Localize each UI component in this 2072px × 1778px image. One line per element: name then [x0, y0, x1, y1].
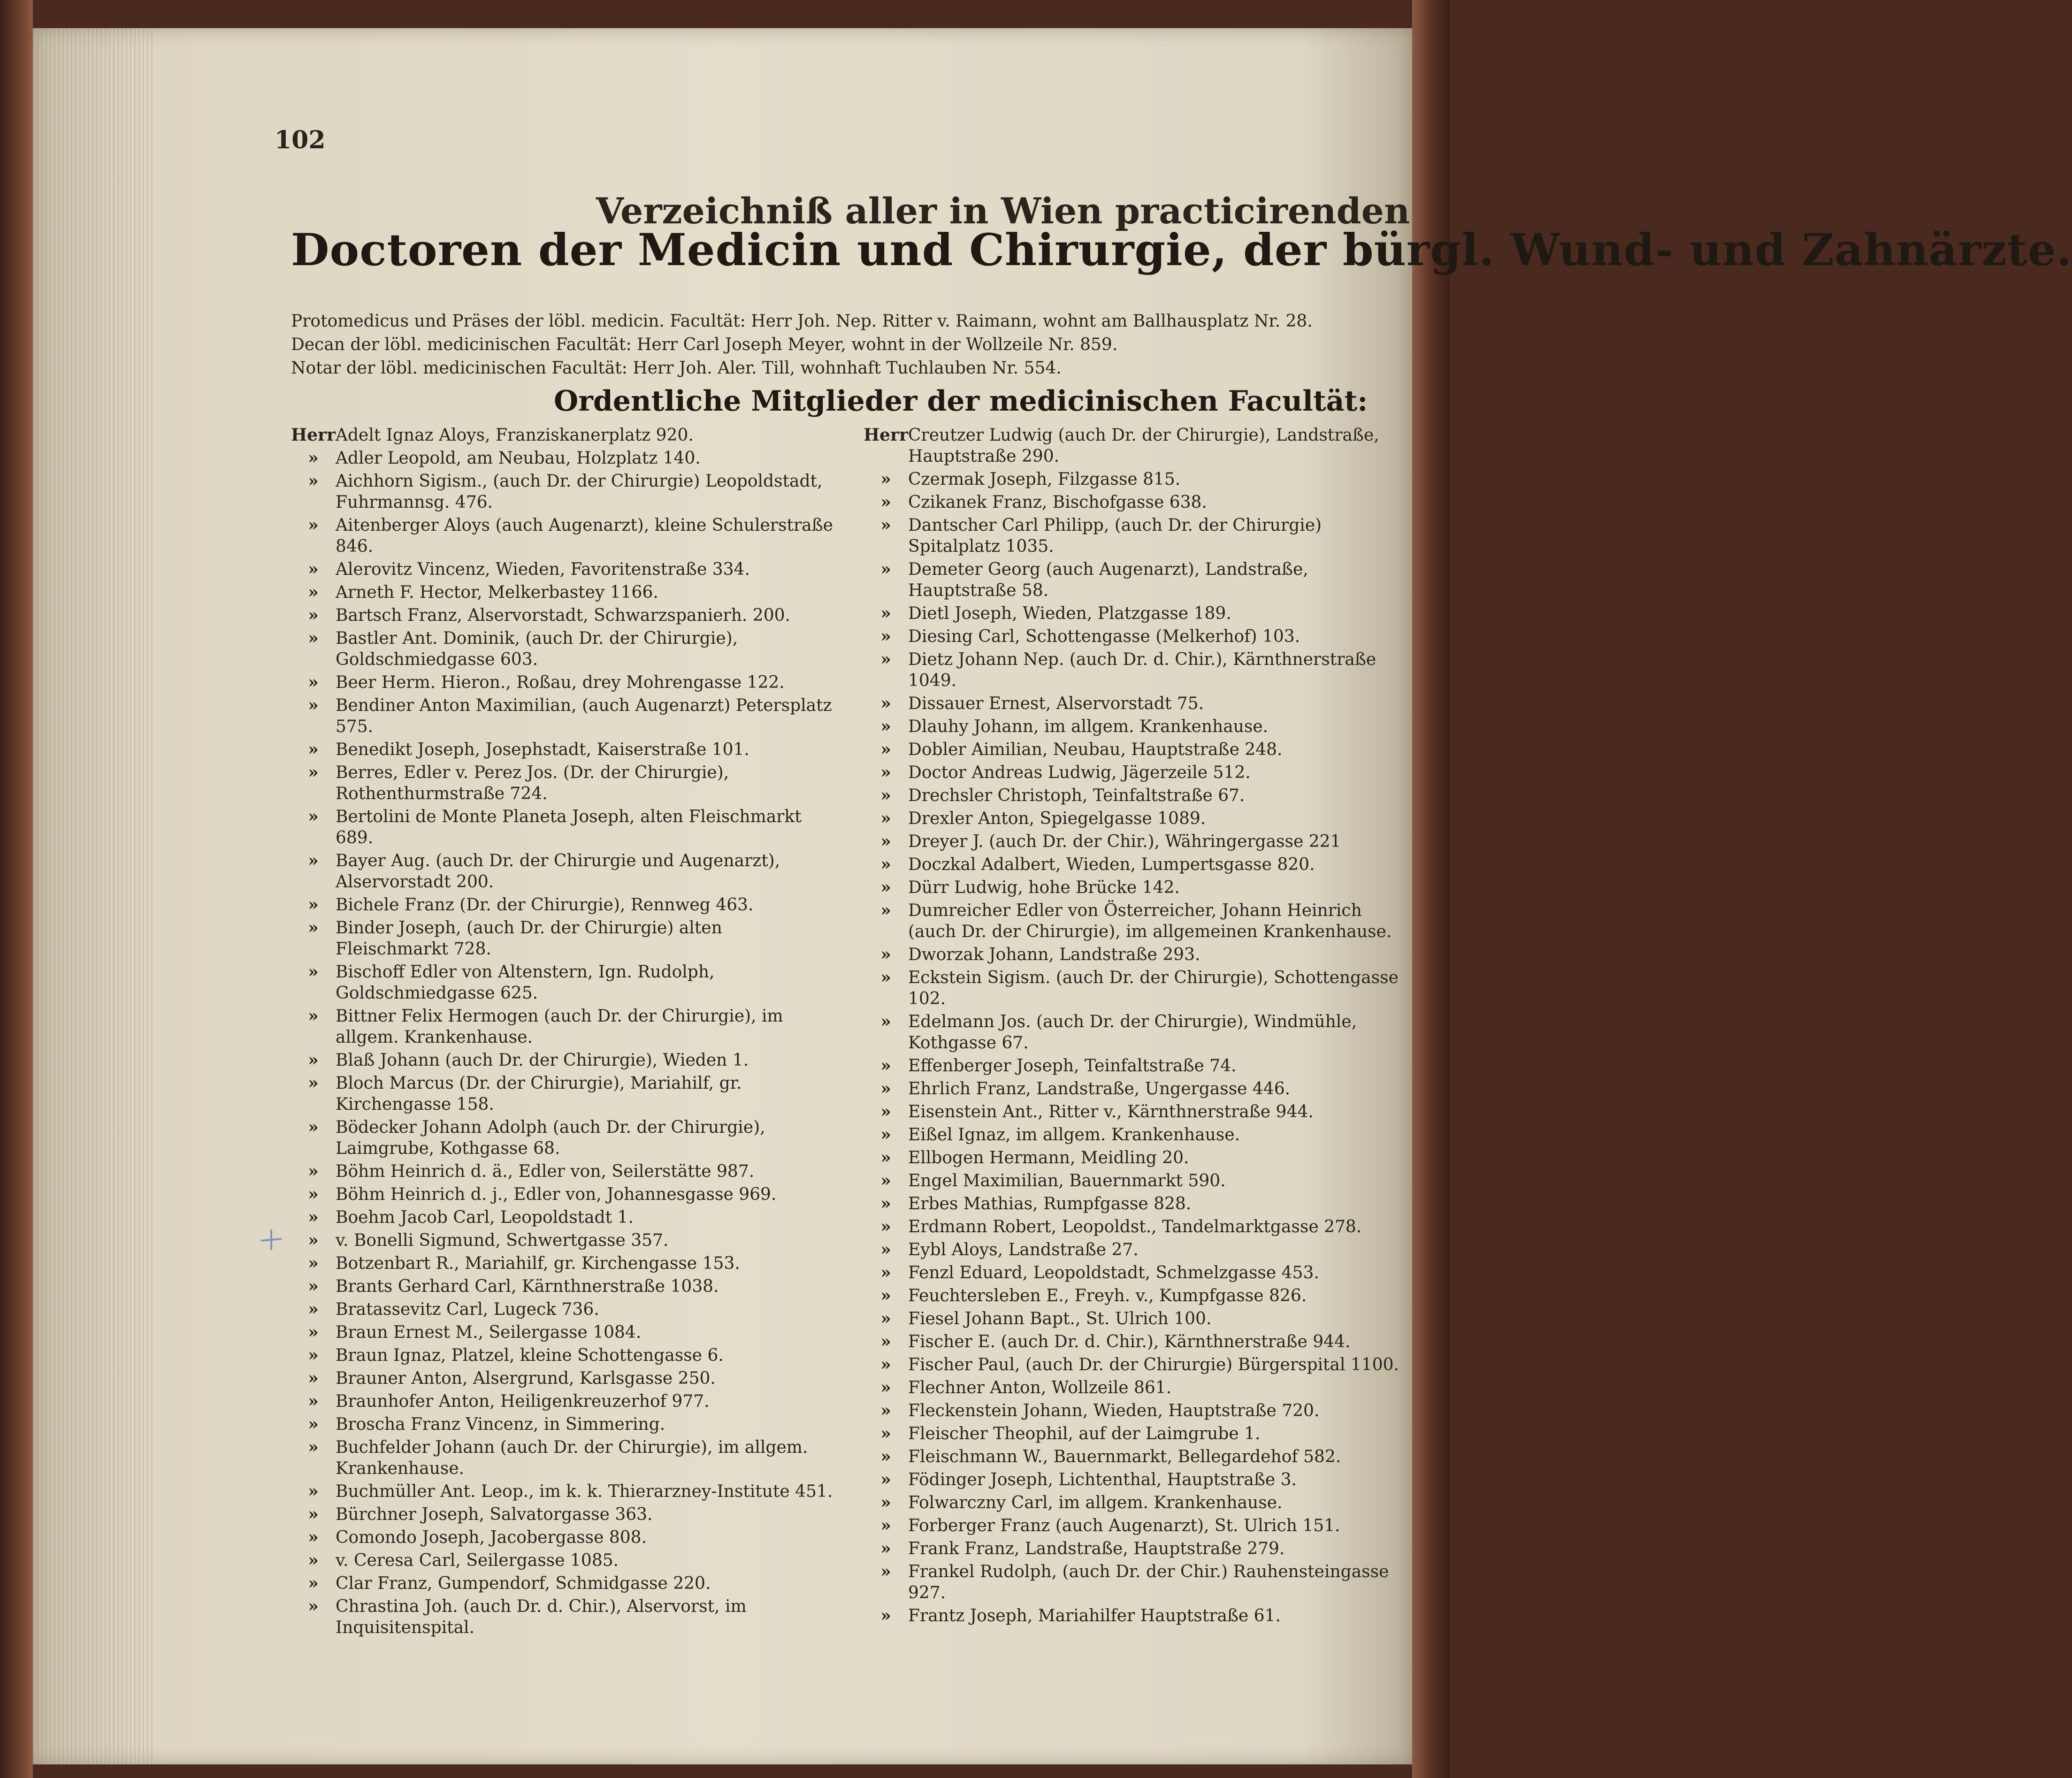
list-item — [864, 1078, 1408, 1099]
list-item — [864, 1124, 1408, 1145]
entry-marker: » — [880, 809, 891, 828]
entry-marker: » — [308, 1596, 319, 1616]
entry-marker: » — [880, 626, 891, 646]
list-item — [291, 1117, 840, 1159]
entry-marker: » — [308, 1368, 319, 1388]
entry-text: Benedikt Joseph, Josephstadt, Kaiserstraße 101. — [336, 740, 749, 759]
list-item — [291, 806, 840, 848]
entry-text: Adler Leopold, am Neubau, Holzplatz 140. — [336, 449, 701, 468]
entry-marker: » — [308, 1276, 319, 1296]
entry-marker: » — [880, 469, 891, 489]
entry-text: Blaß Johann (auch Dr. der Chirurgie), Wieden 1. — [336, 1051, 749, 1070]
entry-marker: » — [880, 559, 891, 579]
entry-text: Arneth F. Hector, Melkerbastey 1166. — [336, 583, 658, 602]
entry-marker: » — [880, 1217, 891, 1236]
entry-text: Demeter Georg (auch Augenarzt), Landstraße, Hauptstraße 58. — [908, 560, 1308, 600]
list-item — [864, 762, 1408, 783]
entry-text: Dumreicher Edler von Österreicher, Johann Heinrich (auch Dr. der Chirurgie), im allgemeinen Krankenhause. — [908, 901, 1392, 941]
list-item — [291, 961, 840, 1004]
list-item — [291, 605, 840, 626]
entry-marker: » — [308, 918, 319, 938]
faculty-officers — [291, 310, 1399, 380]
entry-marker: » — [880, 1493, 891, 1512]
entry-marker: » — [308, 962, 319, 982]
entry-marker: » — [880, 1606, 891, 1625]
list-item — [864, 1377, 1408, 1398]
entry-marker: » — [308, 807, 319, 826]
entry-marker: » — [880, 1012, 891, 1031]
list-item — [864, 808, 1408, 829]
entry-text: Drexler Anton, Spiegelgasse 1089. — [908, 809, 1206, 828]
entry-marker: » — [308, 1184, 319, 1204]
list-item — [864, 1492, 1408, 1513]
entry-marker: » — [308, 1253, 319, 1273]
entry-text: Eckstein Sigism. (auch Dr. der Chirurgie), Schottengasse 102. — [908, 968, 1399, 1008]
page-number: 102 — [275, 126, 326, 154]
list-item — [291, 695, 840, 737]
entry-marker: » — [308, 1527, 319, 1547]
list-item — [291, 1391, 840, 1412]
entry-text: Brauner Anton, Alsergrund, Karlsgasse 250. — [336, 1369, 716, 1388]
list-item — [864, 785, 1408, 806]
list-item — [291, 1437, 840, 1479]
entry-marker: » — [880, 1309, 891, 1328]
entry-marker: » — [308, 1481, 319, 1501]
list-item — [864, 1423, 1408, 1444]
entry-text: Binder Joseph, (auch Dr. der Chirurgie) alten Fleischmarkt 728. — [336, 918, 722, 959]
entry-marker: » — [880, 1539, 891, 1558]
book-spine-left — [0, 0, 33, 1778]
entry-marker: » — [308, 695, 319, 715]
list-item — [864, 900, 1408, 942]
entry-marker: » — [308, 851, 319, 870]
entry-text: Bayer Aug. (auch Dr. der Chirurgie und Augenarzt), Alservorstadt 200. — [336, 851, 780, 892]
entry-text: Fiesel Johann Bapt., St. Ulrich 100. — [908, 1309, 1212, 1328]
list-item — [864, 425, 1408, 467]
entry-marker: » — [308, 1299, 319, 1319]
entry-marker: » — [308, 1550, 319, 1570]
entry-marker: » — [880, 1263, 891, 1282]
list-item — [291, 1006, 840, 1048]
entry-marker: » — [880, 763, 891, 782]
entry-marker: » — [308, 895, 319, 915]
entry-text: Creutzer Ludwig (auch Dr. der Chirurgie), Landstraße, Hauptstraße 290. — [908, 426, 1379, 466]
entry-text: v. Ceresa Carl, Seilergasse 1085. — [336, 1551, 619, 1570]
entry-text: Bichele Franz (Dr. der Chirurgie), Rennweg 463. — [336, 895, 754, 915]
list-item — [864, 831, 1408, 852]
list-item — [291, 917, 840, 960]
entry-marker: » — [880, 492, 891, 512]
list-item — [864, 1331, 1408, 1352]
entry-text: Folwarczny Carl, im allgem. Krankenhause. — [908, 1493, 1283, 1512]
entry-marker: » — [308, 740, 319, 759]
entry-marker: » — [308, 1391, 319, 1411]
list-item — [864, 1147, 1408, 1168]
list-item — [864, 1400, 1408, 1421]
list-item — [291, 582, 840, 603]
entry-marker: » — [880, 603, 891, 623]
list-item — [864, 1011, 1408, 1053]
entry-marker: » — [308, 1414, 319, 1434]
section-heading: Ordentliche Mitglieder der medicinischen Facultät: — [554, 385, 1368, 418]
list-item — [291, 1345, 840, 1366]
entry-text: Effenberger Joseph, Teinfaltstraße 74. — [908, 1056, 1237, 1076]
entry-text: Czikanek Franz, Bischofgasse 638. — [908, 493, 1207, 512]
entry-marker: » — [308, 1073, 319, 1093]
list-item — [291, 1322, 840, 1343]
entry-marker: » — [880, 740, 891, 759]
entry-text: Eybl Aloys, Landstraße 27. — [908, 1240, 1139, 1259]
entry-text: Fleckenstein Johann, Wieden, Hauptstraße 720. — [908, 1401, 1320, 1420]
list-item — [291, 425, 840, 446]
entry-text: Chrastina Joh. (auch Dr. d. Chir.), Alservorst, im Inquisitenspital. — [336, 1597, 747, 1637]
list-item — [291, 1504, 840, 1525]
entry-marker: » — [308, 559, 319, 579]
entry-text: Bischoff Edler von Altenstern, Ign. Rudolph, Goldschmiedgasse 625. — [336, 962, 715, 1003]
entry-text: Alerovitz Vincenz, Wieden, Favoritenstraße 334. — [336, 560, 750, 579]
entry-marker: » — [308, 1345, 319, 1365]
entry-text: Buchmüller Ant. Leop., im k. k. Thierarzney-Institute 451. — [336, 1482, 833, 1501]
officer-decan: Decan der löbl. medicinischen Facultät: Herr Carl Joseph Meyer, wohnt in der Wollzeile Nr. 859. — [291, 335, 1118, 354]
entry-text: Doczkal Adalbert, Wieden, Lumpertsgasse 820. — [908, 855, 1315, 874]
list-item — [291, 672, 840, 693]
list-item — [864, 626, 1408, 647]
entry-marker: » — [308, 1437, 319, 1457]
entry-marker: » — [880, 1240, 891, 1259]
entry-text: Engel Maximilian, Bauernmarkt 590. — [908, 1171, 1226, 1190]
entry-marker: » — [880, 649, 891, 669]
entry-text: Böhm Heinrich d. ä., Edler von, Seilerstätte 987. — [336, 1162, 755, 1181]
entry-text: Frankel Rudolph, (auch Dr. der Chir.) Rauhensteingasse 927. — [908, 1562, 1389, 1602]
entry-text: Bloch Marcus (Dr. der Chirurgie), Mariahilf, gr. Kirchengasse 158. — [336, 1074, 742, 1114]
entry-text: Bürchner Joseph, Salvatorgasse 363. — [336, 1505, 653, 1524]
list-item — [864, 854, 1408, 875]
list-item — [291, 894, 840, 916]
list-item — [864, 1561, 1408, 1603]
list-item — [291, 1550, 840, 1571]
list-item — [291, 1527, 840, 1548]
list-item — [864, 1515, 1408, 1536]
list-item — [291, 448, 840, 469]
entry-text: Botzenbart R., Mariahilf, gr. Kirchengasse 153. — [336, 1254, 740, 1273]
entry-marker: » — [880, 1355, 891, 1374]
entry-text: Braunhofer Anton, Heiligenkreuzerhof 977. — [336, 1392, 710, 1411]
entry-text: Berres, Edler v. Perez Jos. (Dr. der Chirurgie), Rothenthurmstraße 724. — [336, 763, 729, 803]
left-column — [291, 425, 840, 1640]
entry-marker: » — [880, 1401, 891, 1420]
list-item — [291, 739, 840, 760]
entry-text: Ehrlich Franz, Landstraße, Ungergasse 446. — [908, 1079, 1291, 1099]
entry-marker: » — [308, 1504, 319, 1524]
list-item — [291, 559, 840, 580]
entry-text: Dobler Aimilian, Neubau, Hauptstraße 248. — [908, 740, 1283, 759]
entry-marker: » — [880, 945, 891, 964]
entry-text: Doctor Andreas Ludwig, Jägerzeile 512. — [908, 763, 1251, 782]
entry-text: Dlauhy Johann, im allgem. Krankenhause. — [908, 717, 1269, 736]
entry-text: Boehm Jacob Carl, Leopoldstadt 1. — [336, 1208, 634, 1227]
entry-text: Bastler Ant. Dominik, (auch Dr. der Chirurgie), Goldschmiedgasse 603. — [336, 629, 738, 669]
entry-marker: » — [308, 1230, 319, 1250]
entry-marker: » — [880, 1148, 891, 1168]
list-item — [864, 1193, 1408, 1214]
entry-text: Bendiner Anton Maximilian, (auch Augenarzt) Petersplatz 575. — [336, 696, 832, 736]
entry-text: Adelt Ignaz Aloys, Franziskanerplatz 920. — [336, 426, 694, 445]
entry-marker: » — [308, 1006, 319, 1026]
entry-text: Forberger Franz (auch Augenarzt), St. Ulrich 151. — [908, 1516, 1340, 1535]
entry-marker: » — [308, 605, 319, 625]
list-item — [864, 716, 1408, 737]
list-item — [291, 1368, 840, 1389]
title-line-1: Verzeichniß aller in Wien practicirenden — [596, 190, 1410, 232]
list-item — [291, 1230, 840, 1251]
list-item — [864, 649, 1408, 691]
entry-text: Braun Ignaz, Platzel, kleine Schottengasse 6. — [336, 1346, 724, 1365]
entry-marker: » — [880, 1447, 891, 1466]
entry-marker: » — [880, 1056, 891, 1076]
entry-marker: » — [880, 717, 891, 736]
entry-marker: » — [880, 694, 891, 713]
entry-marker: » — [880, 1378, 891, 1397]
entry-text: Beer Herm. Hieron., Roßau, drey Mohrengasse 122. — [336, 673, 785, 692]
entry-text: Drechsler Christoph, Teinfaltstraße 67. — [908, 786, 1245, 805]
list-item — [291, 1207, 840, 1228]
list-item — [291, 1073, 840, 1115]
entry-text: Feuchtersleben E., Freyh. v., Kumpfgasse 826. — [908, 1286, 1307, 1305]
entry-marker: » — [880, 900, 891, 920]
entry-text: Broscha Franz Vincenz, in Simmering. — [336, 1415, 665, 1434]
entry-text: Erbes Mathias, Rumpfgasse 828. — [908, 1194, 1192, 1213]
entry-text: Comondo Joseph, Jacobergasse 808. — [336, 1528, 647, 1547]
entry-text: Brants Gerhard Carl, Kärnthnerstraße 1038. — [336, 1277, 719, 1296]
list-item — [864, 1262, 1408, 1283]
entry-text: Dantscher Carl Philipp, (auch Dr. der Chirurgie) Spitalplatz 1035. — [908, 516, 1322, 556]
entry-marker: » — [308, 628, 319, 648]
title-line-2: Doctoren der Medicin und Chirurgie, der bürgl. Wund- und Zahnärzte. — [291, 224, 2072, 276]
list-item — [864, 469, 1408, 490]
list-item — [864, 1055, 1408, 1076]
entry-text: Fenzl Eduard, Leopoldstadt, Schmelzgasse 453. — [908, 1263, 1319, 1282]
entry-marker: Herr — [291, 425, 336, 445]
pencil-cross-mark — [260, 1229, 283, 1251]
list-item — [864, 1216, 1408, 1237]
entry-text: Braun Ernest M., Seilergasse 1084. — [336, 1323, 642, 1342]
entry-text: Fischer E. (auch Dr. d. Chir.), Kärnthnerstraße 944. — [908, 1332, 1351, 1351]
entry-text: Bödecker Johann Adolph (auch Dr. der Chirurgie), Laimgrube, Kothgasse 68. — [336, 1118, 765, 1158]
entry-text: Aitenberger Aloys (auch Augenarzt), kleine Schulerstraße 846. — [336, 516, 833, 556]
entry-text: Bittner Felix Hermogen (auch Dr. der Chirurgie), im allgem. Krankenhause. — [336, 1007, 783, 1047]
list-item — [864, 1354, 1408, 1375]
entry-marker: » — [880, 1125, 891, 1145]
list-item — [864, 693, 1408, 714]
entry-text: Diesing Carl, Schottengasse (Melkerhof) 103. — [908, 627, 1300, 646]
entry-marker: » — [308, 582, 319, 602]
entry-text: Erdmann Robert, Leopoldst., Tandelmarktgasse 278. — [908, 1217, 1362, 1236]
list-item — [864, 739, 1408, 760]
entry-text: Bartsch Franz, Alservorstadt, Schwarzspanierh. 200. — [336, 606, 790, 625]
entry-text: Bratassevitz Carl, Lugeck 736. — [336, 1300, 599, 1319]
entry-marker: » — [308, 672, 319, 692]
list-item — [291, 1253, 840, 1274]
right-column — [864, 425, 1408, 1628]
list-item — [864, 1285, 1408, 1306]
list-item — [291, 1050, 840, 1071]
list-item — [864, 944, 1408, 965]
entry-marker: » — [308, 515, 319, 535]
entry-text: Fleischmann W., Bauernmarkt, Bellegardehof 582. — [908, 1447, 1341, 1466]
entry-text: Dissauer Ernest, Alservorstadt 75. — [908, 694, 1204, 713]
list-item — [864, 1605, 1408, 1626]
entry-text: Frantz Joseph, Mariahilfer Hauptstraße 61. — [908, 1606, 1281, 1625]
entry-marker: » — [880, 878, 891, 897]
list-item — [864, 603, 1408, 624]
list-item — [291, 1573, 840, 1594]
entry-marker: » — [880, 968, 891, 987]
list-item — [291, 1276, 840, 1297]
entry-marker: » — [308, 448, 319, 468]
entry-marker: » — [308, 1161, 319, 1181]
entry-marker: » — [880, 1424, 891, 1443]
entry-marker: » — [880, 1332, 891, 1351]
list-item — [864, 559, 1408, 601]
list-item — [864, 1469, 1408, 1490]
entry-marker: » — [308, 1050, 319, 1070]
entry-marker: » — [880, 1286, 891, 1305]
list-item — [291, 1184, 840, 1205]
entry-marker: » — [308, 763, 319, 782]
list-item — [291, 1299, 840, 1320]
entry-text: Clar Franz, Gumpendorf, Schmidgasse 220. — [336, 1574, 711, 1593]
entry-text: Flechner Anton, Wollzeile 861. — [908, 1378, 1172, 1397]
list-item — [291, 471, 840, 513]
entry-text: Buchfelder Johann (auch Dr. der Chirurgie), im allgem. Krankenhause. — [336, 1438, 808, 1478]
entry-text: Frank Franz, Landstraße, Hauptstraße 279. — [908, 1539, 1285, 1558]
entry-text: Fischer Paul, (auch Dr. der Chirurgie) Bürgerspital 1100. — [908, 1355, 1399, 1374]
list-item — [291, 515, 840, 557]
list-item — [291, 850, 840, 893]
list-item — [864, 877, 1408, 898]
entry-text: Dietz Johann Nep. (auch Dr. d. Chir.), Kärnthnerstraße 1049. — [908, 650, 1376, 690]
entry-marker: » — [880, 832, 891, 851]
list-item — [864, 1239, 1408, 1260]
entry-marker: » — [880, 1171, 891, 1190]
entry-marker: Herr — [864, 425, 908, 445]
entry-text: Dietl Joseph, Wieden, Platzgasse 189. — [908, 604, 1231, 623]
entry-text: Aichhorn Sigism., (auch Dr. der Chirurgie) Leopoldstadt, Fuhrmannsg. 476. — [336, 472, 823, 512]
entry-text: Fleischer Theophil, auf der Laimgrube 1. — [908, 1424, 1261, 1443]
entry-text: Böhm Heinrich d. j., Edler von, Johannesgasse 969. — [336, 1185, 777, 1204]
entry-marker: » — [308, 471, 319, 491]
officer-protomedicus: Protomedicus und Präses der löbl. medicin. Facultät: Herr Joh. Nep. Ritter v. Raimann, wohnt am Ballhausplatz Nr. 28. — [291, 312, 1313, 331]
entry-marker: » — [880, 1516, 891, 1535]
entry-marker: » — [880, 1562, 891, 1581]
entry-text: Eißel Ignaz, im allgem. Krankenhause. — [908, 1125, 1240, 1145]
list-item — [864, 967, 1408, 1009]
entry-marker: » — [880, 786, 891, 805]
entry-marker: » — [880, 1102, 891, 1122]
list-item — [864, 1446, 1408, 1467]
list-item — [864, 1101, 1408, 1122]
entry-text: Czermak Joseph, Filzgasse 815. — [908, 470, 1181, 489]
entry-text: Bertolini de Monte Planeta Joseph, alten Fleischmarkt 689. — [336, 807, 802, 847]
entry-text: Dürr Ludwig, hohe Brücke 142. — [908, 878, 1180, 897]
list-item — [864, 1538, 1408, 1559]
entry-marker: » — [308, 1573, 319, 1593]
list-item — [864, 1308, 1408, 1329]
entry-text: Dreyer J. (auch Dr. der Chir.), Währingergasse 221 — [908, 832, 1341, 851]
list-item — [864, 1170, 1408, 1191]
list-item — [291, 628, 840, 670]
entry-text: Edelmann Jos. (auch Dr. der Chirurgie), Windmühle, Kothgasse 67. — [908, 1012, 1357, 1053]
entry-marker: » — [880, 1470, 891, 1489]
entry-marker: » — [308, 1207, 319, 1227]
list-item — [864, 492, 1408, 513]
list-item — [291, 1161, 840, 1182]
entry-marker: » — [880, 1079, 891, 1099]
list-item — [864, 515, 1408, 557]
entry-marker: » — [880, 515, 891, 535]
entry-marker: » — [308, 1117, 319, 1137]
entry-marker: » — [880, 1194, 891, 1213]
entry-text: Eisenstein Ant., Ritter v., Kärnthnerstraße 944. — [908, 1102, 1314, 1122]
entry-text: Ellbogen Hermann, Meidling 20. — [908, 1148, 1189, 1168]
list-item — [291, 1481, 840, 1502]
entry-text: Dworzak Johann, Landstraße 293. — [908, 945, 1200, 964]
entry-marker: » — [880, 855, 891, 874]
entry-marker: » — [308, 1322, 319, 1342]
list-item — [291, 1414, 840, 1435]
officer-notar: Notar der löbl. medicinischen Facultät: Herr Joh. Aler. Till, wohnhaft Tuchlauben Nr. 554. — [291, 359, 1062, 378]
list-item — [291, 1596, 840, 1638]
entry-text: v. Bonelli Sigmund, Schwertgasse 357. — [336, 1231, 669, 1250]
entry-text: Födinger Joseph, Lichtenthal, Hauptstraße 3. — [908, 1470, 1297, 1489]
page-gutter — [33, 28, 155, 1764]
list-item — [291, 762, 840, 804]
